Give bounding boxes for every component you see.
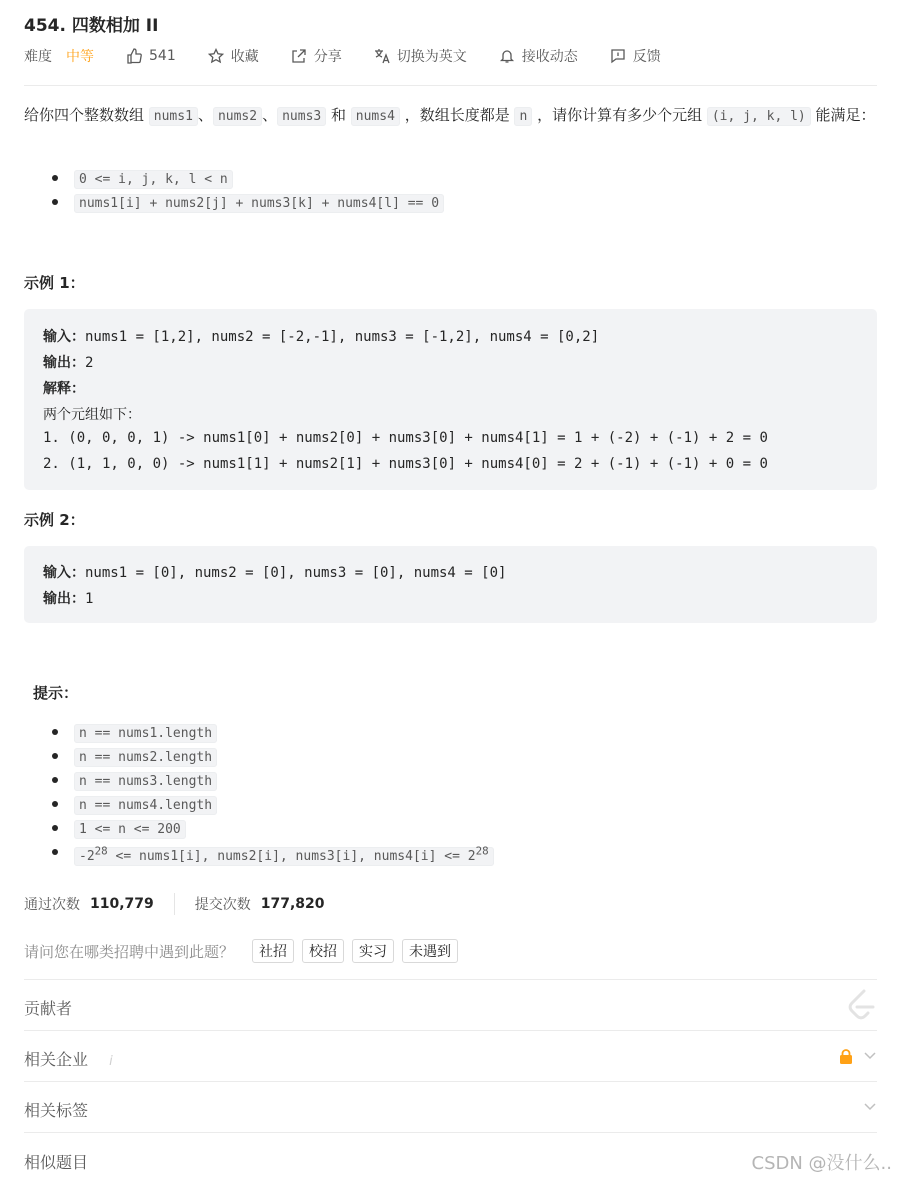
interview-source-question: 请问您在哪类招聘中遇到此题？ 社招 校招 实习 未遇到 (24, 939, 458, 963)
chevron-down-icon[interactable] (863, 1102, 877, 1112)
example-2-output: 输出：1 (43, 591, 94, 607)
companies-section[interactable]: 相关企业 i (24, 1047, 877, 1070)
problem-meta-bar (24, 44, 693, 68)
bell-icon (499, 48, 515, 64)
tag-campus-recruit[interactable]: 校招 (302, 939, 344, 963)
lock-icon (839, 1049, 853, 1064)
example-1-block (24, 309, 877, 490)
collect-button[interactable]: 收藏 (208, 46, 259, 66)
example-1-line-2: 2. (1, 1, 0, 0) -> nums1[1] + nums2[1] + nums3[0] + nums4[0] = 2 + (-1) + (-1) + 0 = 0 (43, 456, 768, 472)
thumb-up-icon (126, 48, 142, 64)
list-item: n == nums2.length (56, 744, 494, 768)
example-1-output: 输出：2 (43, 355, 94, 371)
example-1-explain-label: 解释： (43, 381, 85, 397)
translate-icon (374, 48, 390, 64)
leetcode-logo-icon (845, 988, 877, 1022)
tags-section[interactable]: 相关标签 (24, 1098, 877, 1121)
hints-heading: 提示： (33, 684, 79, 702)
divider (24, 1030, 877, 1031)
list-item: 0 <= i, j, k, l < n (56, 166, 444, 190)
like-count: 541 (149, 48, 176, 64)
list-item: 1 <= n <= 200 (56, 816, 494, 840)
divider (24, 1132, 877, 1133)
chevron-down-icon[interactable] (863, 1051, 877, 1061)
like-button[interactable] (126, 48, 176, 64)
divider (174, 893, 175, 915)
example-1-line-1: 1. (0, 0, 0, 1) -> nums1[0] + nums2[0] + nums3[0] + nums4[1] = 1 + (-2) + (-1) + 2 = 0 (43, 430, 768, 446)
submitted-count: 177,820 (260, 896, 325, 912)
difficulty-label: 难度 (24, 49, 52, 65)
condition-list (56, 166, 444, 214)
submission-stats: 通过次数 110,779 提交次数 177,820 (24, 893, 325, 915)
contributors-section[interactable]: 贡献者 (24, 996, 877, 1019)
list-item: n == nums1.length (56, 720, 494, 744)
feedback-button[interactable]: 反馈 (610, 46, 661, 66)
tag-social-recruit[interactable]: 社招 (252, 939, 294, 963)
list-item: $-2^{28}$ <= nums1[i], nums2[i], nums3[i], nums4[i] <= $2^{28}$ (56, 840, 494, 864)
info-icon[interactable]: i (109, 1054, 113, 1069)
example-1-input: 输入：nums1 = [1,2], nums2 = [-2,-1], nums3 = [-1,2], nums4 = [0,2] (43, 329, 600, 345)
example-1-heading: 示例 1： (24, 274, 85, 292)
watermark: CSDN @没什么.. (751, 1153, 892, 1174)
list-item: nums1[i] + nums2[j] + nums3[k] + nums4[l] == 0 (56, 190, 444, 214)
share-button[interactable]: 分享 (291, 46, 342, 66)
example-2-block (24, 546, 877, 623)
example-2-input: 输入：nums1 = [0], nums2 = [0], nums3 = [0], nums4 = [0] (43, 565, 507, 581)
example-2-heading: 示例 2： (24, 511, 85, 529)
list-item: n == nums3.length (56, 768, 494, 792)
example-1-explain-intro: 两个元组如下： (43, 407, 141, 423)
share-icon (291, 48, 307, 64)
tag-not-encountered[interactable]: 未遇到 (402, 939, 458, 963)
subscribe-button[interactable]: 接收动态 (499, 46, 578, 66)
divider (24, 1081, 877, 1082)
problem-title: 454. 四数相加 II (24, 16, 159, 36)
star-icon (208, 48, 224, 64)
divider (24, 85, 877, 86)
divider (24, 979, 877, 980)
list-item: n == nums4.length (56, 792, 494, 816)
tag-internship[interactable]: 实习 (352, 939, 394, 963)
difficulty-badge: 中等 (66, 49, 94, 65)
hints-list (56, 720, 494, 864)
accepted-count: 110,779 (90, 896, 154, 912)
problem-description: 给你四个整数数组 nums1 、 nums2 、 nums3 和 nums4 ，数组长度都是 n ，请你计算有多少个元组 (i, j, k, l) 能满足： (24, 106, 876, 124)
feedback-icon (610, 48, 626, 64)
similar-problems-section[interactable]: 相似题目 (24, 1153, 89, 1172)
switch-language-button[interactable]: 切换为英文 (374, 46, 467, 66)
